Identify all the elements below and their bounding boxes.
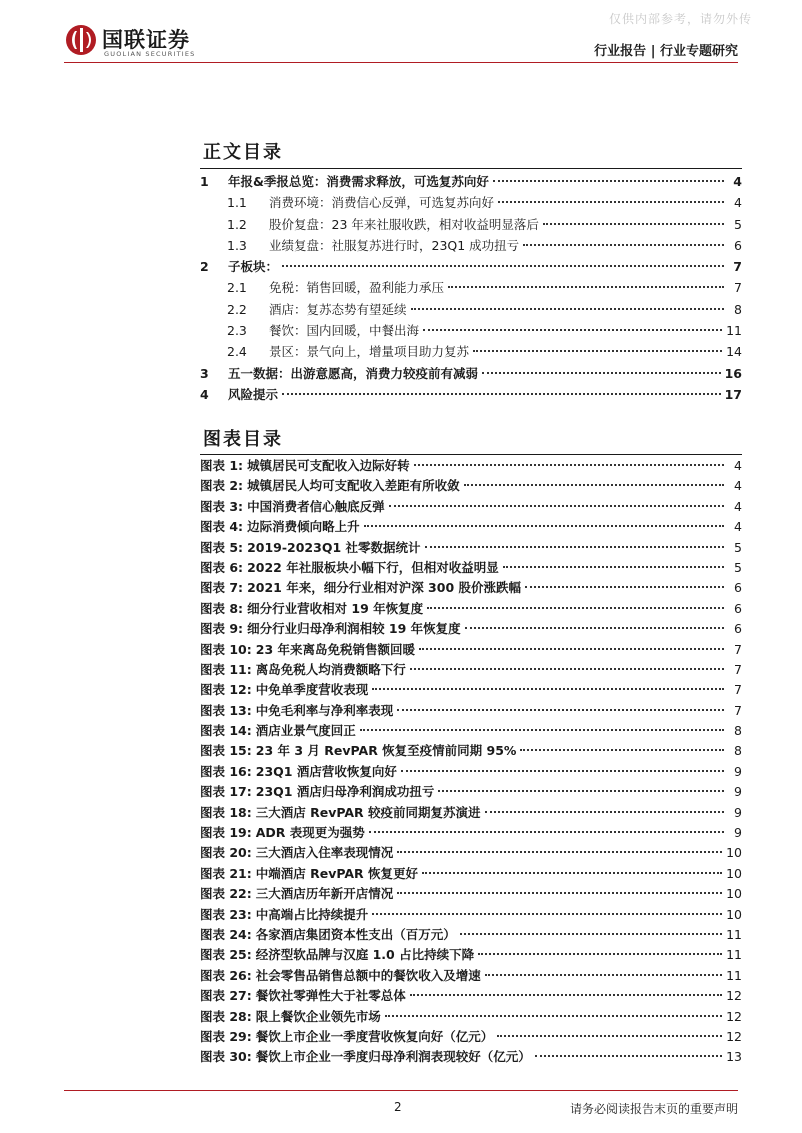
toc-entry-page: 7 <box>733 259 742 275</box>
toc-heading: 正文目录 <box>203 142 283 163</box>
toc-entry-number: 1.3 <box>227 237 247 253</box>
toc-entry-number: 2.4 <box>227 344 247 360</box>
figure-entry-page: 6 <box>734 621 742 637</box>
dot-leader <box>360 728 724 731</box>
dot-leader <box>410 667 724 670</box>
figure-entry[interactable] <box>200 701 742 721</box>
figure-entry-title: 中免单季度营收表现 <box>255 682 369 698</box>
figure-entry-page: 12 <box>726 988 742 1004</box>
toc-entry[interactable] <box>200 256 742 277</box>
figure-entry-label: 图表 6: <box>200 559 244 575</box>
figure-entry[interactable] <box>200 823 742 843</box>
figure-entry-label: 图表 1: <box>200 458 244 473</box>
figure-entry-title: 三大酒店入住率表现情况 <box>255 845 394 861</box>
figure-entry-label: 图表 2: <box>200 478 244 494</box>
figure-entry[interactable] <box>200 476 742 496</box>
disclaimer-note: 请务必阅读报告末页的重要声明 <box>569 1102 738 1116</box>
toc-entry-title: 景区：景气向上，增量项目助力复苏 <box>269 344 470 360</box>
figure-entry-title: 餐饮上市企业一季度营收恢复向好（亿元） <box>255 1028 494 1044</box>
toc-entry-title: 年报&季报总览：消费需求释放，可选复苏向好 <box>228 174 489 189</box>
figure-entry-page: 7 <box>734 641 742 657</box>
dot-leader <box>369 830 724 833</box>
figure-entry[interactable] <box>200 497 742 517</box>
figure-entry-label: 图表 4: <box>200 519 244 535</box>
toc-entry-number: 2.3 <box>227 323 247 339</box>
dot-leader <box>535 1054 722 1057</box>
toc-entry[interactable] <box>200 277 742 298</box>
figure-entry[interactable] <box>200 517 742 537</box>
figure-entry-page: 7 <box>734 702 742 718</box>
toc-entry-number: 1 <box>200 174 209 189</box>
figure-entry[interactable] <box>200 741 742 761</box>
toc-entry-page: 17 <box>724 386 742 402</box>
figure-entry-label: 图表 9: <box>200 621 244 637</box>
toc-entry-title: 股价复盘：23 年来社服收跌，相对收益明显落后 <box>269 216 539 232</box>
figure-entry-label: 图表 14: <box>200 723 252 739</box>
dot-leader <box>473 349 722 352</box>
figure-entry[interactable] <box>200 660 742 680</box>
figure-entry-label: 图表 11: <box>200 661 252 677</box>
dot-leader <box>525 585 724 588</box>
figures-list <box>200 456 742 1068</box>
dot-leader <box>448 285 724 288</box>
figure-entry-page: 11 <box>726 967 742 983</box>
dot-leader <box>397 708 724 711</box>
figure-entry-label: 图表 8: <box>200 600 244 616</box>
figure-entry-page: 7 <box>734 682 742 698</box>
toc-entry-number: 4 <box>200 386 209 402</box>
figure-entry-page: 8 <box>734 743 742 759</box>
figure-entry-title: 离岛免税人均消费额略下行 <box>255 661 406 677</box>
dot-leader <box>411 307 724 310</box>
figure-entry-title: 中国消费者信心触底反弹 <box>247 498 385 514</box>
dot-leader <box>485 810 724 813</box>
figure-entry-label: 图表 13: <box>200 702 252 718</box>
figure-entry[interactable] <box>200 558 742 578</box>
toc-entry-number: 1.1 <box>227 195 247 211</box>
figures-heading-rule <box>200 454 742 455</box>
figure-entry-label: 图表 28: <box>200 1008 252 1024</box>
figure-entry-page: 12 <box>726 1028 742 1044</box>
dot-leader <box>397 850 722 853</box>
figure-entry-title: 细分行业归母净利润相较 19 年恢复度 <box>247 621 461 637</box>
dot-leader <box>497 1034 722 1037</box>
figure-entry[interactable] <box>200 843 742 863</box>
figure-entry-page: 4 <box>734 458 742 473</box>
dot-leader <box>460 932 722 935</box>
report-category <box>594 40 738 59</box>
figure-entry[interactable] <box>200 803 742 823</box>
figure-entry-label: 图表 21: <box>200 865 252 881</box>
figure-entry-title: 三大酒店历年新开店情况 <box>255 886 394 902</box>
figure-entry-page: 9 <box>734 784 742 800</box>
toc-list <box>200 171 742 405</box>
toc-entry-page: 14 <box>726 344 742 360</box>
logo-text-cn: 国联证券 <box>102 28 190 52</box>
figure-entry-title: 经济型软品牌与汉庭 1.0 占比持续下降 <box>255 947 475 963</box>
figure-entry[interactable] <box>200 905 742 925</box>
dot-leader <box>414 463 724 466</box>
figure-entry-page: 10 <box>726 886 742 902</box>
figure-entry-page: 5 <box>734 539 742 555</box>
figure-entry-label: 图表 17: <box>200 784 252 800</box>
toc-entry-title: 消费环境：消费信心反弹，可选复苏向好 <box>269 195 495 211</box>
dot-leader <box>397 891 722 894</box>
dot-leader <box>372 687 724 690</box>
figure-entry-page: 9 <box>734 763 742 779</box>
toc-entry-number: 2.1 <box>227 280 247 296</box>
figure-entry-page: 6 <box>734 580 742 596</box>
figure-entry-label: 图表 7: <box>200 580 244 596</box>
toc-entry-title: 风险提示 <box>228 386 279 402</box>
figure-entry[interactable] <box>200 640 742 660</box>
toc-entry[interactable] <box>200 171 742 192</box>
toc-entry-title: 免税：销售回暖，盈利能力承压 <box>269 280 445 296</box>
dot-leader <box>485 973 722 976</box>
figure-entry-title: 中端酒店 RevPAR 恢复更好 <box>255 865 419 881</box>
toc-entry-title: 餐饮：国内回暖，中餐出海 <box>269 323 420 339</box>
figure-entry-page: 10 <box>726 845 742 861</box>
figure-entry-title: 中免毛利率与净利率表现 <box>255 702 394 718</box>
dot-leader <box>523 243 724 246</box>
figure-entry-label: 图表 29: <box>200 1028 252 1044</box>
header-divider <box>64 62 738 63</box>
dot-leader <box>422 871 722 874</box>
figure-entry-label: 图表 19: <box>200 825 252 841</box>
toc-entry[interactable] <box>200 363 742 384</box>
figure-entry-page: 12 <box>726 1008 742 1024</box>
figure-entry-label: 图表 30: <box>200 1049 252 1065</box>
figure-entry-title: 城镇居民人均可支配收入差距有所收敛 <box>247 478 460 494</box>
figure-entry-title: 细分行业营收相对 19 年恢复度 <box>247 600 424 616</box>
watermark: 仅供内部参考，请勿外传 <box>608 12 752 26</box>
figure-entry-title: 2021 年来，细分行业相对沪深 300 股价涨跌幅 <box>247 580 522 596</box>
figure-entry-page: 8 <box>734 723 742 739</box>
dot-leader <box>385 1014 722 1017</box>
toc-entry-page: 16 <box>724 365 742 381</box>
figure-entry-title: 2022 年社服板块小幅下行，但相对收益明显 <box>247 559 499 575</box>
figure-entry-title: 23Q1 酒店归母净利润成功扭亏 <box>255 784 435 800</box>
figure-entry-label: 图表 27: <box>200 988 252 1004</box>
toc-entry-title: 业绩复盘：社服复苏进行时，23Q1 成功扭亏 <box>269 237 520 253</box>
dot-leader <box>493 179 724 182</box>
figure-entry-label: 图表 24: <box>200 926 252 942</box>
figure-entry[interactable] <box>200 925 742 945</box>
figure-entry-title: 23 年 3 月 RevPAR 恢复至疫情前同期 95% <box>255 743 517 759</box>
toc-entry-page: 4 <box>733 174 742 189</box>
figure-entry-title: ADR 表现更为强势 <box>255 825 365 841</box>
figure-entry[interactable] <box>200 966 742 986</box>
toc-entry[interactable] <box>200 384 742 405</box>
dot-leader <box>498 200 724 203</box>
toc-entry-number: 3 <box>200 365 209 381</box>
dot-leader <box>503 565 724 568</box>
figure-entry[interactable] <box>200 1007 742 1027</box>
toc-entry-page: 4 <box>734 195 742 211</box>
toc-entry[interactable] <box>200 192 742 213</box>
figure-entry-page: 13 <box>726 1049 742 1065</box>
dot-leader <box>520 748 724 751</box>
figure-entry-title: 社会零售品销售总额中的餐饮收入及增速 <box>255 967 481 983</box>
toc-entry[interactable] <box>200 299 742 320</box>
dot-leader <box>423 328 722 331</box>
dot-leader <box>401 769 724 772</box>
dot-leader <box>482 371 721 374</box>
toc-entry-page: 8 <box>734 301 742 317</box>
footer-divider <box>64 1090 738 1091</box>
figure-entry[interactable] <box>200 986 742 1006</box>
figure-entry-title: 边际消费倾向略上升 <box>247 519 360 535</box>
figure-entry-page: 6 <box>734 600 742 616</box>
toc-entry-title: 子板块： <box>228 259 279 275</box>
dot-leader <box>389 504 724 507</box>
page-number: 2 <box>394 1100 402 1114</box>
figure-entry-page: 5 <box>734 559 742 575</box>
figure-entry[interactable] <box>200 762 742 782</box>
figure-entry-page: 4 <box>734 498 742 514</box>
figure-entry[interactable] <box>200 782 742 802</box>
dot-leader <box>464 483 724 486</box>
toc-entry[interactable] <box>200 320 742 341</box>
figure-entry-title: 中高端占比持续提升 <box>255 906 369 922</box>
dot-leader <box>410 993 722 996</box>
figure-entry-page: 11 <box>726 926 742 942</box>
figure-entry-title: 限上餐饮企业领先市场 <box>255 1008 381 1024</box>
figure-entry[interactable] <box>200 721 742 741</box>
figure-entry-page: 11 <box>726 947 742 963</box>
figure-entry[interactable] <box>200 1027 742 1047</box>
figure-entry[interactable] <box>200 945 742 965</box>
figure-entry-label: 图表 26: <box>200 967 252 983</box>
figure-entry-title: 23 年来离岛免税销售额回暖 <box>255 641 415 657</box>
dot-leader <box>425 545 724 548</box>
toc-entry[interactable] <box>200 341 742 362</box>
figure-entry-title: 餐饮社零弹性大于社零总体 <box>255 988 406 1004</box>
figure-entry-title: 城镇居民可支配收入边际好转 <box>247 458 410 473</box>
toc-entry[interactable] <box>200 214 742 235</box>
figure-entry-label: 图表 15: <box>200 743 252 759</box>
figure-entry-page: 9 <box>734 804 742 820</box>
dot-leader <box>364 524 724 527</box>
figure-entry-page: 9 <box>734 825 742 841</box>
dot-leader <box>419 647 724 650</box>
figure-entry-title: 各家酒店集团资本性支出（百万元） <box>255 926 456 942</box>
toc-entry[interactable] <box>200 235 742 256</box>
figure-entry[interactable] <box>200 456 742 476</box>
toc-entry-number: 1.2 <box>227 216 247 232</box>
logo-mark-icon <box>64 22 98 58</box>
logo-text-en: GUOLIAN SECURITIES <box>104 50 196 58</box>
figure-entry-page: 10 <box>726 906 742 922</box>
toc-heading-rule <box>200 168 742 169</box>
figure-entry-label: 图表 18: <box>200 804 252 820</box>
figure-entry-label: 图表 20: <box>200 845 252 861</box>
dot-leader <box>465 626 724 629</box>
figure-entry-page: 7 <box>734 661 742 677</box>
toc-entry-page: 6 <box>734 237 742 253</box>
toc-entry-number: 2 <box>200 259 209 275</box>
toc-entry-page: 5 <box>734 216 742 232</box>
figure-entry[interactable] <box>200 599 742 619</box>
company-logo <box>64 22 214 62</box>
figure-entry-page: 4 <box>734 519 742 535</box>
figures-heading: 图表目录 <box>203 429 283 450</box>
dot-leader <box>438 789 724 792</box>
figure-entry-label: 图表 10: <box>200 641 252 657</box>
toc-entry-number: 2.2 <box>227 301 247 317</box>
figure-entry-label: 图表 22: <box>200 886 252 902</box>
dot-leader <box>478 952 722 955</box>
figure-entry[interactable] <box>200 864 742 884</box>
dot-leader <box>372 912 722 915</box>
report-subtype: 行业专题研究 <box>659 44 738 59</box>
toc-entry-page: 7 <box>734 280 742 296</box>
figure-entry-title: 餐饮上市企业一季度归母净利润表现较好（亿元） <box>255 1049 531 1065</box>
figure-entry-title: 酒店业景气度回正 <box>255 723 356 739</box>
figure-entry-page: 10 <box>726 865 742 881</box>
figure-entry-label: 图表 5: <box>200 539 244 555</box>
dot-leader <box>282 264 724 267</box>
figure-entry-label: 图表 3: <box>200 498 244 514</box>
figure-entry-title: 23Q1 酒店营收恢复向好 <box>255 763 397 779</box>
dot-leader <box>543 222 724 225</box>
report-type: 行业报告 <box>594 44 647 59</box>
figure-entry[interactable] <box>200 619 742 639</box>
figure-entry-title: 三大酒店 RevPAR 较疫前同期复苏演进 <box>255 804 481 820</box>
toc-entry-page: 11 <box>726 323 742 339</box>
figure-entry-page: 4 <box>734 478 742 494</box>
figure-entry[interactable] <box>200 578 742 598</box>
figure-entry-label: 图表 12: <box>200 682 252 698</box>
figure-entry-label: 图表 16: <box>200 763 252 779</box>
figure-entry[interactable] <box>200 538 742 558</box>
dot-leader <box>427 606 724 609</box>
figure-entry[interactable] <box>200 1047 742 1067</box>
toc-entry-title: 五一数据：出游意愿高，消费力较疫前有减弱 <box>228 365 479 381</box>
dot-leader <box>282 392 721 395</box>
header-separator: | <box>650 44 656 59</box>
figure-entry-title: 2019-2023Q1 社零数据统计 <box>247 539 421 555</box>
figure-entry[interactable] <box>200 884 742 904</box>
figure-entry[interactable] <box>200 680 742 700</box>
figure-entry-label: 图表 25: <box>200 947 252 963</box>
figure-entry-label: 图表 23: <box>200 906 252 922</box>
toc-entry-title: 酒店：复苏态势有望延续 <box>269 301 407 317</box>
